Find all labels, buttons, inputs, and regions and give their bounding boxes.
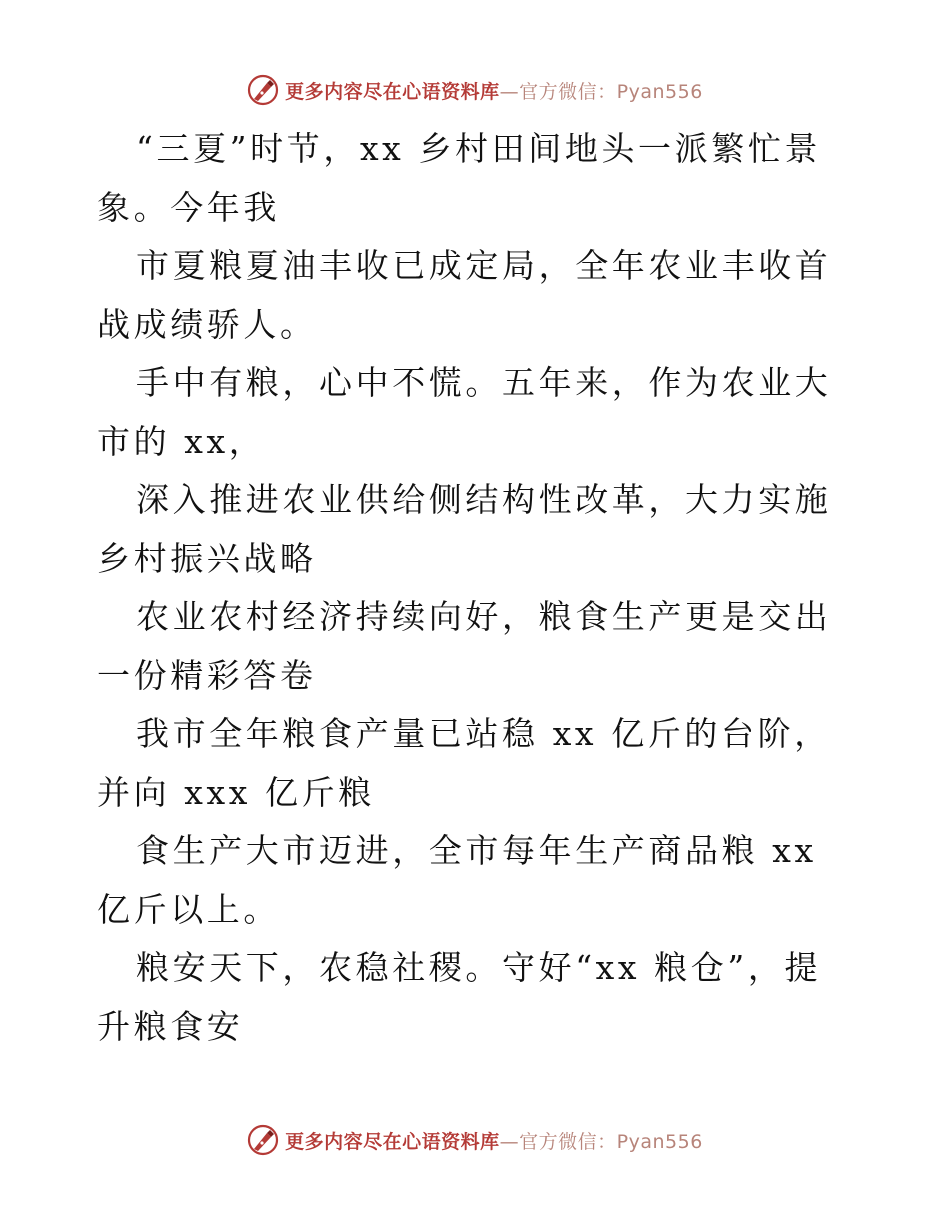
paragraph: 农业农村经济持续向好，粮食生产更是交出一份精彩答卷 [97, 597, 832, 695]
banner-text [285, 1127, 703, 1154]
paragraph: 市夏粮夏油丰收已成定局，全年农业丰收首战成绩骄人。 [97, 246, 832, 344]
banner-brand-text: 更多内容尽在心语资料库 [285, 1130, 500, 1153]
banner-brand-text: 更多内容尽在心语资料库 [285, 80, 500, 103]
banner-separator: — [499, 1130, 520, 1153]
paragraph: 手中有粮，心中不慌。五年来，作为农业大市的 xx， [97, 363, 832, 461]
paragraph: 粮安天下，农稳社稷。守好“xx 粮仓”，提升粮食安 [97, 948, 822, 1046]
paragraph: 我市全年粮食产量已站稳 xx 亿斤的台阶，并向 xxx 亿斤粮 [97, 714, 831, 812]
pen-nib-logo-icon [247, 1124, 279, 1156]
banner-separator: — [499, 80, 520, 103]
footer-banner [0, 1122, 950, 1158]
paragraph: 食生产大市迈进，全市每年生产商品粮 xx 亿斤以上。 [97, 831, 817, 929]
header-banner [0, 72, 950, 108]
banner-text [285, 77, 703, 104]
banner-wechat-text: 官方微信：Pyan556 [519, 1130, 703, 1153]
paragraph: “三夏”时节，xx 乡村田间地头一派繁忙景象。今年我 [97, 129, 822, 227]
paragraph: 深入推进农业供给侧结构性改革，大力实施乡村振兴战略 [97, 480, 832, 578]
banner-wechat-text: 官方微信：Pyan556 [519, 80, 703, 103]
pen-nib-logo-icon [247, 74, 279, 106]
document-body [97, 120, 857, 1056]
